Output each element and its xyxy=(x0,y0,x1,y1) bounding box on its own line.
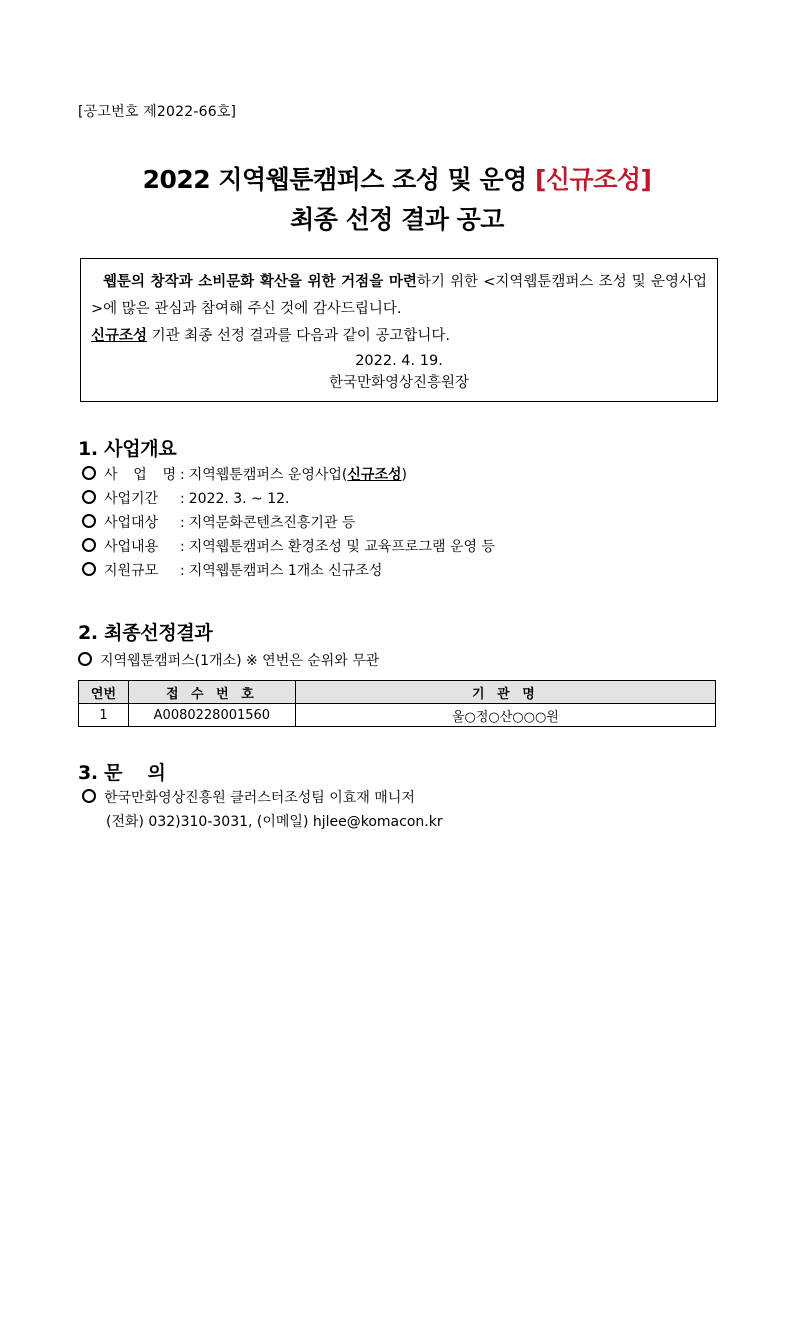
item-label: 사업대상 xyxy=(104,515,159,531)
item-value: 2022. 3. ~ 12. xyxy=(188,491,290,507)
list-item: 사업대상 : 지역문화콘텐츠진흥기관 등 xyxy=(82,511,495,535)
item-label: 사업내용 xyxy=(104,539,159,555)
item-value-after: ) xyxy=(401,467,407,483)
contact-info xyxy=(82,786,443,834)
intro-box xyxy=(80,258,718,402)
contact-line-1: 한국만화영상진흥원 클러스터조성팀 이효재 매니저 xyxy=(82,786,443,810)
intro-bold: 웹툰의 창작과 소비문화 확산을 위한 거점을 마련 xyxy=(103,274,417,290)
intro-rest-2: 기관 최종 선정 결과를 다음과 같이 공고합니다. xyxy=(147,328,451,344)
item-value: 지역문화콘텐츠진흥기관 등 xyxy=(188,515,356,531)
list-item: 사업내용 : 지역웹툰캠퍼스 환경조성 및 교육프로그램 운영 등 xyxy=(82,535,495,559)
section2-heading: 2. 최종선정결과 xyxy=(78,622,213,644)
circle-bullet-icon xyxy=(78,652,92,666)
intro-underline: 신규조성 xyxy=(91,328,148,344)
issuer: 한국만화영상진흥원장 xyxy=(328,375,470,391)
cell-receipt: A0080228001560 xyxy=(128,704,295,727)
section2-subtitle: 지역웹툰캠퍼스(1개소) ※ 연번은 순위와 무관 xyxy=(78,650,379,670)
col-header-seq: 연번 xyxy=(79,681,129,704)
item-label: 사 업 명 xyxy=(104,467,176,483)
col-header-receipt: 접 수 번 호 xyxy=(128,681,295,704)
intro-paragraph-2 xyxy=(91,323,707,350)
notice-number: [공고번호 제2022-66호] xyxy=(78,104,237,120)
cell-seq: 1 xyxy=(79,704,129,727)
list-item: 사 업 명 : 지역웹툰캠퍼스 운영사업(신규조성) xyxy=(82,463,495,487)
col-header-org: 기 관 명 xyxy=(295,681,715,704)
item-value: 지역웹툰캠퍼스 환경조성 및 교육프로그램 운영 등 xyxy=(188,539,495,555)
title-accent: [신규조성] xyxy=(534,165,652,194)
item-value: 지역웹툰캠퍼스 운영사업( xyxy=(188,467,348,483)
page-title xyxy=(0,160,794,196)
item-value-underline: 신규조성 xyxy=(347,467,402,483)
item-value: 지역웹툰캠퍼스 1개소 신규조성 xyxy=(188,563,383,579)
circle-bullet-icon xyxy=(82,562,96,576)
circle-bullet-icon xyxy=(82,466,96,480)
cell-org: 울○정○산○○○원 xyxy=(295,704,715,727)
notice-date: 2022. 4. 19. xyxy=(355,353,443,369)
section3-heading: 3. 문 의 xyxy=(78,762,166,784)
circle-bullet-icon xyxy=(82,538,96,552)
table-row xyxy=(79,704,716,727)
list-item: 사업기간 : 2022. 3. ~ 12. xyxy=(82,487,495,511)
list-item: 지원규모 : 지역웹툰캠퍼스 1개소 신규조성 xyxy=(82,559,495,583)
intro-rest: 하기 위한 <지역웹툰캠퍼스 조성 및 운영사업>에 많은 관심과 참여해 주신 것에 감사드립니다. xyxy=(91,274,707,317)
title-main: 2022 지역웹툰캠퍼스 조성 및 운영 xyxy=(142,165,535,194)
section1-heading: 1. 사업개요 xyxy=(78,438,177,460)
circle-bullet-icon xyxy=(82,789,96,803)
item-label: 지원규모 xyxy=(104,563,159,579)
circle-bullet-icon xyxy=(82,490,96,504)
circle-bullet-icon xyxy=(82,514,96,528)
page-subtitle: 최종 선정 결과 공고 xyxy=(290,205,504,234)
result-table xyxy=(78,680,716,727)
intro-paragraph-1 xyxy=(91,269,707,323)
section1-list xyxy=(82,463,495,583)
table-header-row xyxy=(79,681,716,704)
item-label: 사업기간 xyxy=(104,491,159,507)
contact-line-2: (전화) 032)310-3031, (이메일) hjlee@komacon.kr xyxy=(106,814,443,830)
